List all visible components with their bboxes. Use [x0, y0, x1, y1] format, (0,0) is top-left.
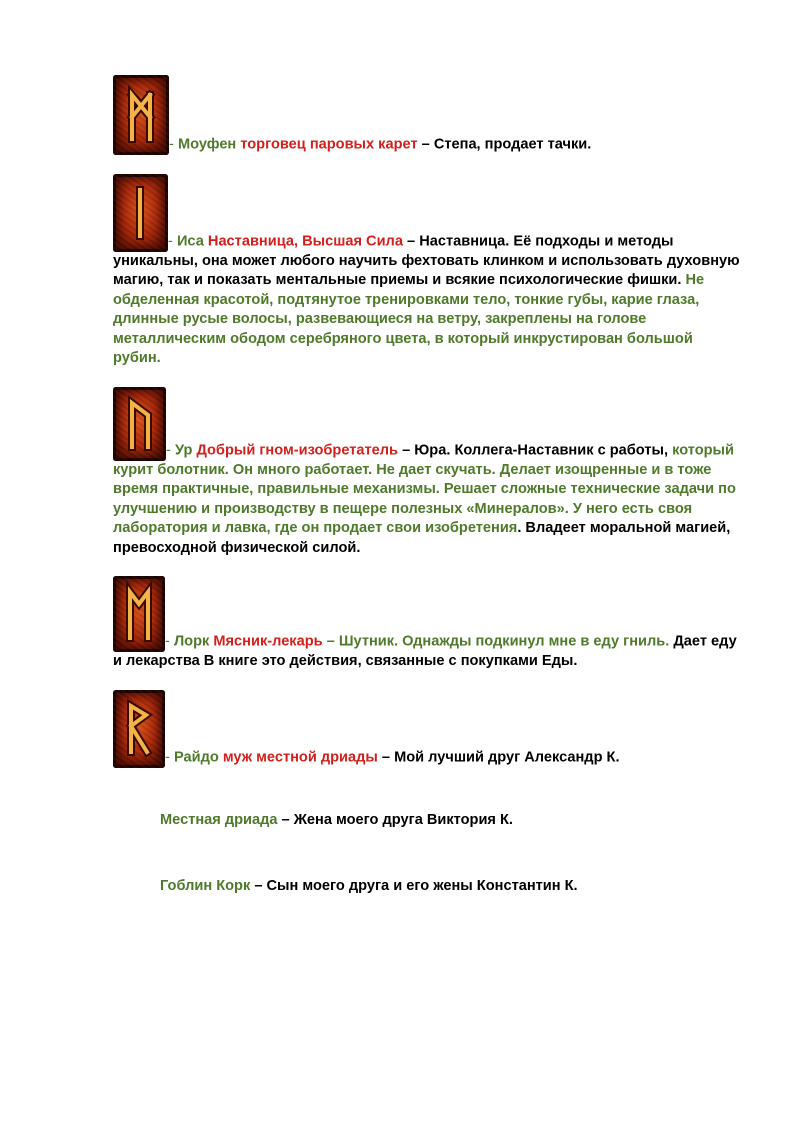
uruz-rune-icon [113, 387, 166, 461]
entry-name: Райдо [173, 749, 219, 766]
entry-description: Юра. Коллега-Наставник с работы, [414, 442, 669, 459]
entry-details: который курит болотник. Он много работает. Не дает скучать. Делает изощренные и в тоже время практичные, правильные механизмы. Решает сложные технические задачи по улучшению и производству в пещере полезных «Минералов». У него есть своя лаборатория и лавка, где он продает свои изобретения [113, 442, 736, 537]
entry-name: Лорк [173, 633, 210, 650]
entry-raido: - Райдо муж местной дриады – Мой лучший друг Александр К. [113, 690, 743, 768]
entry-role: Добрый гном-изобретатель [196, 442, 399, 459]
isa-rune-icon [113, 174, 168, 252]
note-dryad: Местная дриада – Жена моего друга Виктория К. [160, 812, 513, 828]
entry-role: торговец паровых карет [240, 136, 418, 153]
mannaz-rune-icon [113, 75, 169, 155]
note-description: Сын моего друга и его жены Константин К. [266, 878, 578, 894]
entry-isa: - Иса Наставница, Высшая Сила – Наставница. Её подходы и методы уникальны, она может любого научить фехтовать клинком и использовать духовную магию, так и показать ментальные приемы и всякие психологические фишки. Не обделенная красотой, подтянутое тренировками тело, тонкие губы, карие глаза, длинные русые волосы, развевающиеся на ветру, закреплены на голове металлическим ободом серебряного цвета, в который инкрустирован большой рубин. [113, 174, 743, 368]
raido-rune-icon [113, 690, 165, 768]
note-name: Гоблин Корк [160, 878, 251, 894]
entry-role: Мясник-лекарь [213, 633, 323, 650]
entry-role: муж местной дриады [222, 749, 378, 766]
entry-description: Дает еду и лекарства В книге это действия, связанные с покупками Еды. [113, 633, 737, 669]
note-description: Жена моего друга Виктория К. [293, 812, 513, 828]
entry-appearance: Не обделенная красотой, подтянутое тренировками тело, тонкие губы, карие глаза, длинные русые волосы, развевающиеся на ветру, закреплены на голове металлическим ободом серебряного цвета, в который инкрустирован большой рубин. [113, 272, 705, 367]
entry-moufen: - Моуфен торговец паровых карет – Степа, продает тачки. [113, 75, 743, 155]
mannaz-rune-icon [113, 576, 165, 652]
entry-name: Ур [174, 442, 193, 459]
entry-lork: - Лорк Мясник-лекарь – Шутник. Однажды подкинул мне в еду гниль. Дает еду и лекарства В книге это действия, связанные с покупками Еды. [113, 576, 743, 671]
entry-name: Иса [176, 233, 204, 250]
entry-role: Наставница, Высшая Сила [207, 233, 403, 250]
entry-description: Мой лучший друг Александр К. [394, 749, 620, 766]
entry-name: Моуфен [177, 136, 237, 153]
entry-extra: . Владеет моральной магией, превосходной физической силой. [113, 520, 731, 556]
entry-description: Наставница. Её подходы и методы уникальны, она может любого научить фехтовать клинком и использовать духовную магию, так и показать ментальные приемы и всякие психологические фишки. [113, 233, 740, 289]
entry-description: Степа, продает тачки. [433, 136, 592, 153]
entry-details: Шутник. Однажды подкинул мне в еду гниль. [338, 633, 670, 650]
note-goblin: Гоблин Корк – Сын моего друга и его жены Константин К. [160, 878, 578, 894]
entry-ur: - Ур Добрый гном-изобретатель – Юра. Коллега-Наставник с работы, который курит болотник. Он много работает. Не дает скучать. Делает изощренные и в тоже время практичные, правильные механизмы. Решает сложные технические задачи по улучшению и производству в пещере полезных «Минералов». У него есть своя лаборатория и лавка, где он продает свои изобретения. Владеет моральной магией, превосходной физической силой. [113, 387, 743, 558]
note-name: Местная дриада [160, 812, 278, 828]
